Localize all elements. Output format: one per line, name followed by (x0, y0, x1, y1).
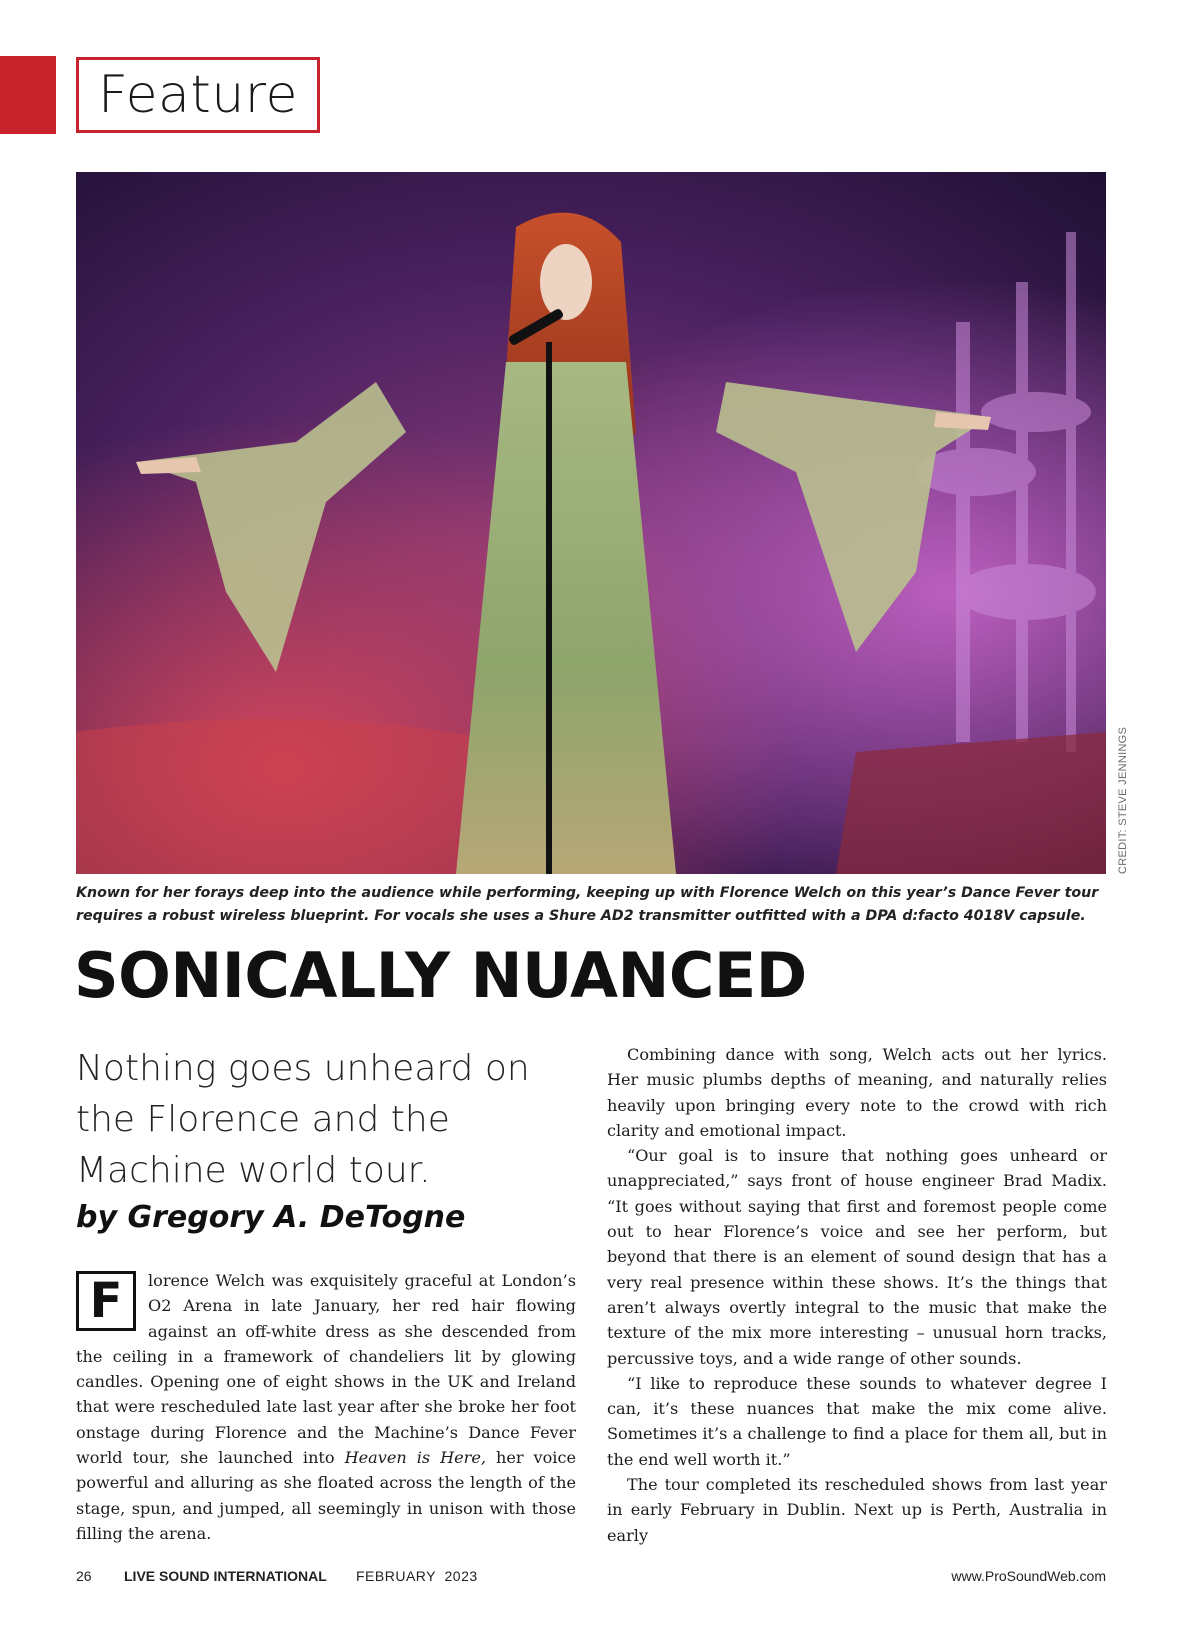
article-headline: SONICALLY NUANCED (74, 939, 807, 1012)
website-link[interactable]: www.ProSoundWeb.com (951, 1568, 1106, 1584)
page-number: 26 (76, 1568, 92, 1584)
section-color-tab (0, 56, 56, 134)
page-footer (76, 1568, 1106, 1588)
section-label-box (76, 57, 320, 133)
article-column-right (607, 1042, 1107, 1548)
article-column-left (76, 1268, 576, 1546)
issue-date: FEBRUARY 2023 (356, 1568, 478, 1584)
article-paragraph: “I like to reproduce these sounds to whatever degree I can, it’s these nuances that make the mix come alive. Sometimes it’s a challenge to find a place for them all, but in the end well worth it.” (607, 1373, 1107, 1469)
section-label: Feature (98, 65, 298, 125)
intro-text-end: her voice powerful and alluring as she floated across the length of the stage, spun, and jumped, all seemingly in unison with those filling the arena. (76, 1448, 576, 1543)
photo-caption: Known for her forays deep into the audience while performing, keeping up with Florence Welch on this year’s Dance Fever tour requires a robust wireless blueprint. For vocals she uses a Shure AD2 transmitter outfitted with a DPA d:facto 4018V capsule. (76, 885, 1099, 924)
song-title: Heaven is Here, (344, 1448, 486, 1468)
intro-text: lorence Welch was exquisitely graceful at London’s O2 Arena in late January, her red hair flowing against an off-white dress as she descended from the ceiling in a framework of chandeliers lit by glowing candles. Opening one of eight shows in the UK and Ireland that were rescheduled late last year after she broke her foot onstage during Florence and the Machine’s Dance Fever world tour, she launched into (76, 1271, 576, 1468)
article-intro-paragraph (76, 1268, 576, 1546)
article-paragraph: The tour completed its rescheduled shows from last year in early February in Dublin. Next up is Perth, Australia in early (607, 1475, 1107, 1545)
magazine-name: LIVE SOUND INTERNATIONAL (124, 1568, 327, 1584)
photo-credit: CREDIT: STEVE JENNINGS (1117, 726, 1129, 874)
article-paragraph: Combining dance with song, Welch acts out her lyrics. Her music plumbs depths of meaning, and naturally relies heavily upon bringing every note to the crowd with rich clarity and emotional impact. (607, 1045, 1107, 1140)
concert-photo (76, 172, 1106, 874)
article-byline: by Gregory A. DeTogne (76, 1200, 466, 1235)
drop-cap: F (76, 1271, 136, 1331)
article-deck: Nothing goes unheard on the Florence and the Machine world tour. (76, 1048, 530, 1191)
article-paragraph: “Our goal is to insure that nothing goes unheard or unappreciated,” says front of house engineer Brad Madix. “It goes without saying that first and foremost people come out to hear Florence’s voice and see her perform, but beyond that there is an element of sound design that has a very real presence within these shows. It’s the things that aren’t always overtly integral to the music that make the texture of the mix more interesting – unusual horn tracks, percussive toys, and a wide range of other sounds. (607, 1146, 1107, 1368)
